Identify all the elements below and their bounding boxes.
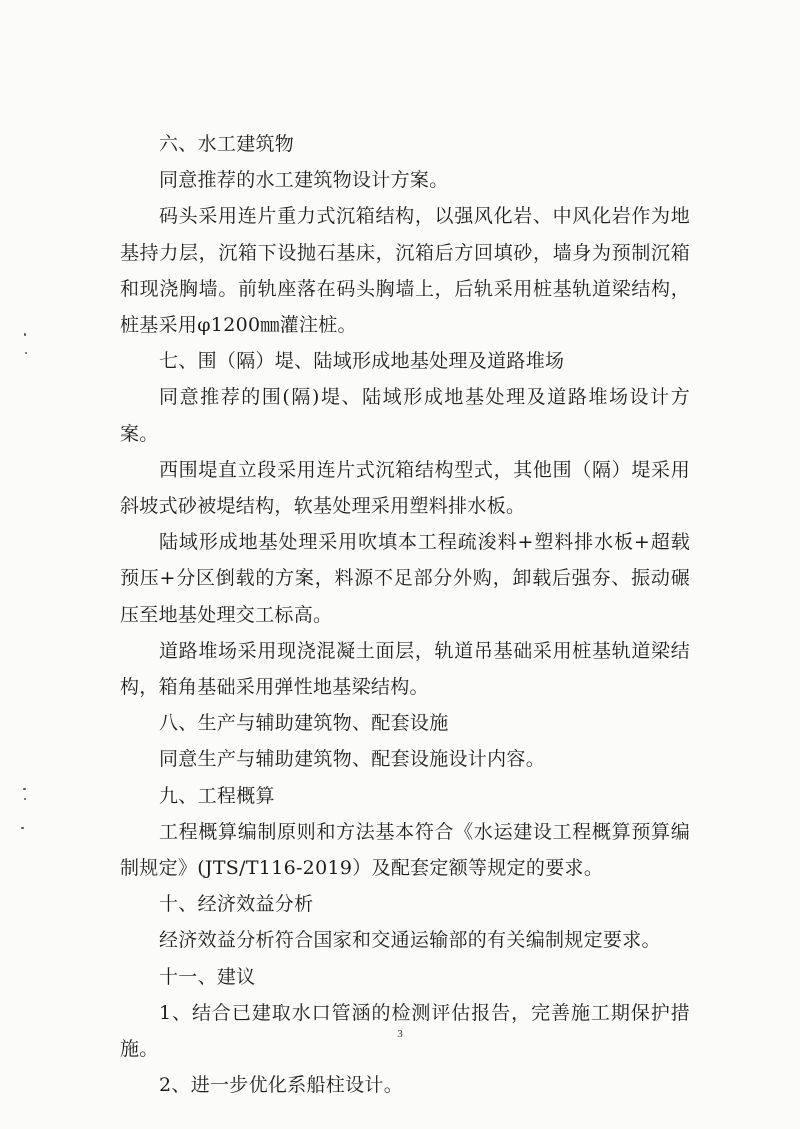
section-heading: 十一、建议 (159, 965, 256, 988)
section-heading: 七、围（隔）堤、陆域形成地基处理及道路堆场 (159, 350, 565, 373)
paragraph: 陆域形成地基处理采用吹填本工程疏浚料+塑料排水板+超载预压+分区倒载的方案，料源不足部分外购，卸载后强夯、振动碾压至地基处理交工标高。 (120, 531, 690, 626)
paragraph: 工程概算编制原则和方法基本符合《水运建设工程概算预算编制规定》(JTS/T116-2019）及配套定额等规定的要求。 (120, 820, 690, 880)
paragraph: 1、结合已建取水口管涵的检测评估报告，完善施工期保护措施。 (120, 1001, 690, 1061)
document-body (120, 126, 690, 1103)
paragraph: 西围堤直立段采用连片式沉箱结构型式，其他围（隔）堤采用斜坡式砂被堤结构，软基处理采用塑料排水板。 (120, 458, 690, 518)
section-heading: 八、生产与辅助建筑物、配套设施 (159, 712, 449, 735)
paragraph: 同意推荐的围(隔)堤、陆域形成地基处理及道路堆场设计方案。 (120, 386, 690, 445)
scan-speck (24, 798, 26, 800)
page-number: 3 (397, 1028, 403, 1040)
paragraph: 道路堆场采用现浇混凝土面层，轨道吊基础采用桩基轨道梁结构，箱角基础采用弹性地基梁结构。 (120, 639, 690, 699)
scan-speck (24, 333, 26, 336)
section-heading: 九、工程概算 (159, 784, 275, 807)
scan-speck (23, 788, 26, 790)
section-heading: 六、水工建筑物 (159, 133, 295, 155)
paragraph: 码头采用连片重力式沉箱结构，以强风化岩、中风化岩作为地基持力层，沉箱下设抛石基床，沉箱后方回填砂，墙身为预制沉箱和现浇胸墙。前轨座落在码头胸墙上，后轨采用桩基轨道梁结构，桩基采用φ1200㎜灌注桩。 (120, 205, 690, 337)
scan-speck (25, 352, 27, 354)
paragraph: 同意生产与辅助建筑物、配套设施设计内容。 (159, 748, 546, 771)
paragraph: 2、进一步优化系船柱设计。 (159, 1074, 403, 1097)
section-heading: 十、经济效益分析 (159, 893, 314, 916)
paragraph: 同意推荐的水工建筑物设计方案。 (159, 169, 449, 192)
paragraph: 经济效益分析符合国家和交通运输部的有关编制规定要求。 (159, 929, 661, 952)
scan-speck (21, 827, 24, 829)
